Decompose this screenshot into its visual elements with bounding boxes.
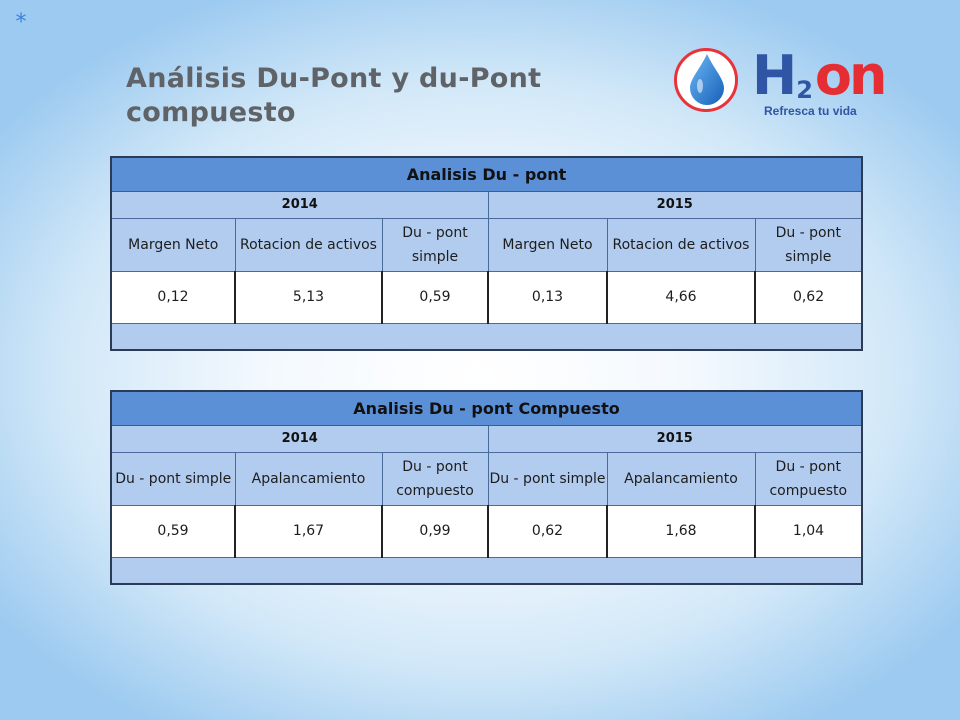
value-cell: 0,62	[755, 271, 862, 323]
footer-cell	[111, 557, 862, 584]
value-cell: 0,13	[488, 271, 607, 323]
value-cell: 0,59	[111, 505, 235, 557]
header-cell: Rotacion de activos	[607, 218, 755, 271]
table-title: Analisis Du - pont Compuesto	[111, 391, 862, 425]
table-title-row	[111, 391, 862, 425]
value-cell: 1,68	[607, 505, 755, 557]
dupont-table	[110, 156, 863, 351]
value-row	[111, 505, 862, 557]
year-row	[111, 191, 862, 218]
header-cell: Apalancamiento	[607, 452, 755, 505]
year-2014: 2014	[111, 425, 488, 452]
header-row	[111, 218, 862, 271]
header-cell: Du - pont simple	[755, 218, 862, 271]
year-2015: 2015	[488, 191, 862, 218]
page-title: Análisis Du-Pont y du-Pont compuesto	[126, 63, 542, 128]
header-cell: Margen Neto	[488, 218, 607, 271]
logo-on: on	[814, 44, 885, 107]
value-cell: 0,99	[382, 505, 488, 557]
footer-cell	[111, 323, 862, 350]
sparkle-icon	[12, 12, 30, 30]
value-cell: 0,62	[488, 505, 607, 557]
header-cell: Du - pont compuesto	[382, 452, 488, 505]
footer-row	[111, 557, 862, 584]
header-cell: Du - pont simple	[488, 452, 607, 505]
value-cell: 1,04	[755, 505, 862, 557]
logo-wordmark	[752, 44, 885, 107]
table-title-row	[111, 157, 862, 191]
year-row	[111, 425, 862, 452]
h2on-logo	[672, 44, 908, 124]
logo-tagline: Refresca tu vida	[764, 104, 857, 118]
value-row	[111, 271, 862, 323]
value-cell: 4,66	[607, 271, 755, 323]
value-cell: 1,67	[235, 505, 382, 557]
value-cell: 0,12	[111, 271, 235, 323]
logo-h: H	[752, 44, 796, 107]
header-cell: Du - pont compuesto	[755, 452, 862, 505]
water-drop-icon	[689, 53, 725, 105]
logo-2: 2	[796, 76, 813, 104]
header-cell: Rotacion de activos	[235, 218, 382, 271]
header-row	[111, 452, 862, 505]
year-2015: 2015	[488, 425, 862, 452]
sparkle-glyph: *	[15, 12, 27, 30]
header-cell: Du - pont simple	[111, 452, 235, 505]
table-title: Analisis Du - pont	[111, 157, 862, 191]
header-cell: Du - pont simple	[382, 218, 488, 271]
year-2014: 2014	[111, 191, 488, 218]
footer-row	[111, 323, 862, 350]
value-cell: 0,59	[382, 271, 488, 323]
header-cell: Apalancamiento	[235, 452, 382, 505]
dupont-compuesto-table	[110, 390, 863, 585]
value-cell: 5,13	[235, 271, 382, 323]
header-cell: Margen Neto	[111, 218, 235, 271]
